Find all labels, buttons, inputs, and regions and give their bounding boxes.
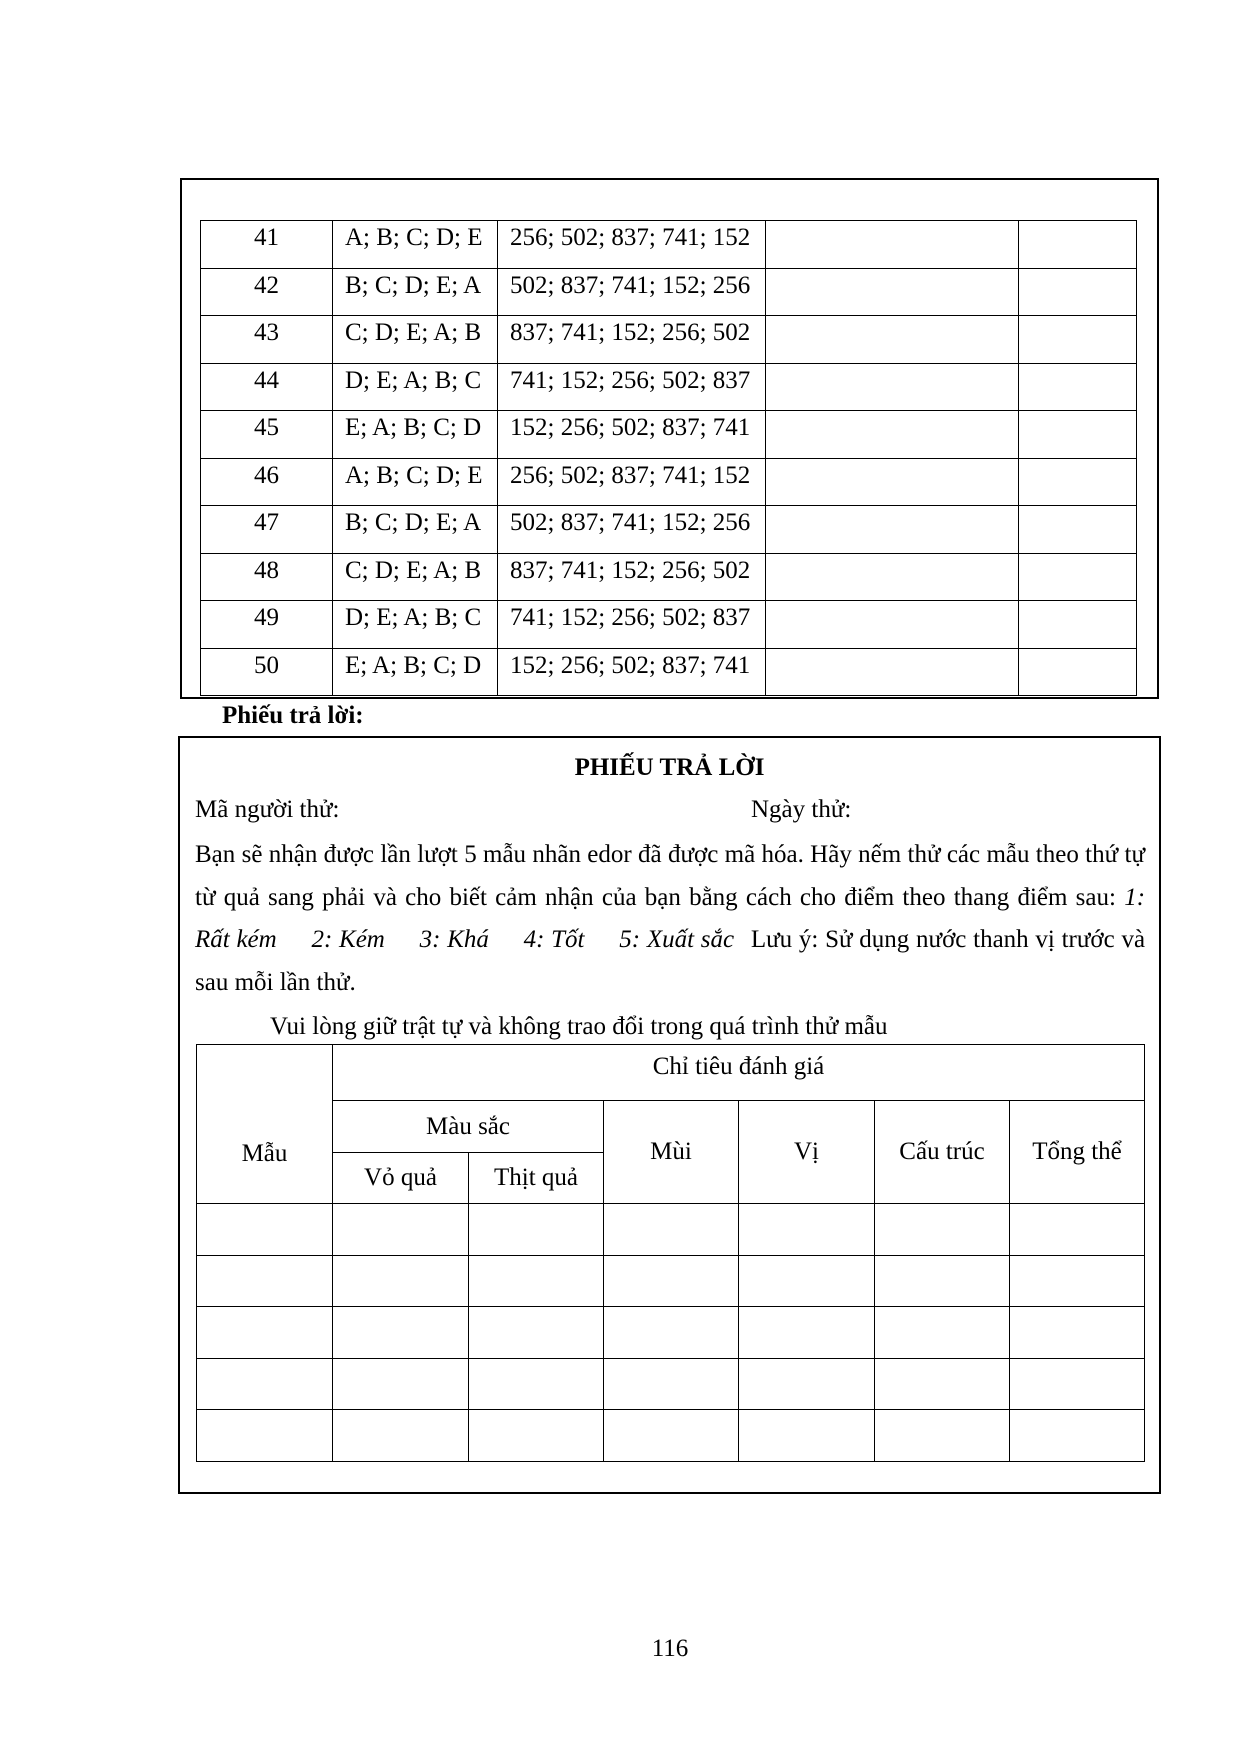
- sample-number-cell: 50: [201, 648, 333, 696]
- sample-number-cell: 46: [201, 458, 333, 506]
- blank-cell: [1019, 411, 1137, 459]
- sample-codes-cell: 502; 837; 741; 152; 256: [498, 268, 766, 316]
- blank-cell: [875, 1410, 1010, 1462]
- blank-cell: [766, 316, 1019, 364]
- sample-number-cell: 49: [201, 601, 333, 649]
- blank-score-row: [197, 1307, 1145, 1359]
- sample-row: [201, 221, 1137, 269]
- blank-cell: [739, 1410, 875, 1462]
- blank-cell: [766, 648, 1019, 696]
- blank-cell: [469, 1358, 604, 1410]
- blank-cell: [766, 458, 1019, 506]
- sample-row: [201, 363, 1137, 411]
- sample-codes-cell: 152; 256; 502; 837; 741: [498, 411, 766, 459]
- sample-row: [201, 268, 1137, 316]
- blank-cell: [1019, 221, 1137, 269]
- serving-order-cell: A; B; C; D; E: [333, 221, 498, 269]
- tester-code-label: Mã người thử:: [195, 796, 340, 823]
- sample-row: [201, 506, 1137, 554]
- page-number: 116: [651, 1635, 689, 1662]
- sample-row: [201, 553, 1137, 601]
- blank-cell: [766, 601, 1019, 649]
- serving-order-cell: D; E; A; B; C: [333, 363, 498, 411]
- blank-cell: [333, 1307, 469, 1359]
- sample-number-cell: 43: [201, 316, 333, 364]
- blank-cell: [604, 1410, 739, 1462]
- blank-cell: [197, 1255, 333, 1307]
- blank-cell: [469, 1307, 604, 1359]
- sample-codes-cell: 256; 502; 837; 741; 152: [498, 458, 766, 506]
- blank-cell: [604, 1358, 739, 1410]
- aroma-header: Mùi: [604, 1101, 739, 1204]
- blank-cell: [1019, 316, 1137, 364]
- blank-cell: [766, 268, 1019, 316]
- sample-row: [201, 458, 1137, 506]
- blank-cell: [766, 363, 1019, 411]
- sample-codes-cell: 837; 741; 152; 256; 502: [498, 553, 766, 601]
- serving-order-cell: E; A; B; C; D: [333, 648, 498, 696]
- blank-cell: [875, 1307, 1010, 1359]
- blank-cell: [1010, 1410, 1145, 1462]
- blank-cell: [1019, 268, 1137, 316]
- taste-header: Vị: [739, 1101, 875, 1204]
- sample-number-cell: 41: [201, 221, 333, 269]
- blank-score-row: [197, 1255, 1145, 1307]
- blank-cell: [1019, 506, 1137, 554]
- reminder-text: Vui lòng giữ trật tự và không trao đổi trong quá trình thử mẫu: [270, 1013, 888, 1040]
- blank-cell: [766, 221, 1019, 269]
- blank-cell: [1019, 648, 1137, 696]
- sample-number-cell: 45: [201, 411, 333, 459]
- blank-cell: [766, 411, 1019, 459]
- blank-cell: [875, 1204, 1010, 1256]
- instructions-note: Lưu ý: Sử dụng nước thanh vị trước và sau mỗi lần thử.: [195, 926, 1146, 996]
- sample-row: [201, 601, 1137, 649]
- sample-codes-cell: 502; 837; 741; 152; 256: [498, 506, 766, 554]
- sample-codes-cell: 152; 256; 502; 837; 741: [498, 648, 766, 696]
- texture-header: Cấu trúc: [875, 1101, 1010, 1204]
- blank-cell: [766, 553, 1019, 601]
- blank-cell: [469, 1204, 604, 1256]
- color-header: Màu sắc: [333, 1101, 604, 1153]
- blank-cell: [739, 1255, 875, 1307]
- answer-sheet-title: PHIẾU TRẢ LỜI: [574, 754, 765, 781]
- sample-codes-cell: 837; 741; 152; 256; 502: [498, 316, 766, 364]
- serving-order-cell: C; D; E; A; B: [333, 316, 498, 364]
- evaluation-table: [196, 1044, 1145, 1462]
- scale-item-1: 1: Rất kém: [195, 883, 1146, 953]
- serving-order-cell: C; D; E; A; B: [333, 553, 498, 601]
- blank-cell: [604, 1204, 739, 1256]
- blank-cell: [333, 1204, 469, 1256]
- blank-cell: [1019, 363, 1137, 411]
- serving-order-cell: D; E; A; B; C: [333, 601, 498, 649]
- blank-cell: [197, 1204, 333, 1256]
- blank-cell: [1010, 1307, 1145, 1359]
- sample-row: [201, 648, 1137, 696]
- blank-cell: [739, 1204, 875, 1256]
- sample-table-body: [201, 221, 1137, 696]
- sample-number-cell: 47: [201, 506, 333, 554]
- sample-row: [201, 316, 1137, 364]
- sample-codes-cell: 741; 152; 256; 502; 837: [498, 601, 766, 649]
- blank-cell: [739, 1307, 875, 1359]
- blank-cell: [604, 1307, 739, 1359]
- blank-cell: [766, 506, 1019, 554]
- blank-cell: [1010, 1255, 1145, 1307]
- blank-cell: [333, 1358, 469, 1410]
- blank-score-row: [197, 1358, 1145, 1410]
- blank-score-row: [197, 1410, 1145, 1462]
- scale-item-3: 3: Khá: [419, 926, 489, 953]
- scale-item-4: 4: Tốt: [523, 926, 585, 953]
- blank-cell: [197, 1307, 333, 1359]
- blank-cell: [469, 1410, 604, 1462]
- blank-cell: [739, 1358, 875, 1410]
- test-date-label: Ngày thử:: [751, 796, 852, 823]
- answer-sheet-section-label: Phiếu trả lời:: [222, 702, 364, 729]
- blank-cell: [604, 1255, 739, 1307]
- blank-cell: [469, 1255, 604, 1307]
- overall-header: Tổng thể: [1010, 1101, 1145, 1204]
- blank-score-row: [197, 1204, 1145, 1256]
- scale-item-5: 5: Xuất sắc: [619, 926, 735, 953]
- blank-cell: [1019, 601, 1137, 649]
- peel-header: Vỏ quả: [333, 1153, 469, 1204]
- sample-codes-cell: 256; 502; 837; 741; 152: [498, 221, 766, 269]
- blank-cell: [197, 1410, 333, 1462]
- sample-number-cell: 48: [201, 553, 333, 601]
- criteria-header: Chỉ tiêu đánh giá: [333, 1045, 1145, 1101]
- blank-cell: [333, 1410, 469, 1462]
- blank-cell: [1019, 458, 1137, 506]
- scale-item-2: 2: Kém: [311, 926, 385, 953]
- blank-cell: [1010, 1204, 1145, 1256]
- sample-row: [201, 411, 1137, 459]
- flesh-header: Thịt quả: [469, 1153, 604, 1204]
- instructions-intro: Bạn sẽ nhận được lần lượt 5 mẫu nhãn edor đã được mã hóa. Hãy nếm thử các mẫu theo thứ tự từ quả sang phải và cho biết cảm nhận của bạn bằng cách cho điểm theo thang điểm sau:: [195, 841, 1145, 911]
- instructions-paragraph: [195, 834, 1145, 1004]
- serving-order-cell: B; C; D; E; A: [333, 506, 498, 554]
- sample-number-cell: 42: [201, 268, 333, 316]
- blank-cell: [875, 1358, 1010, 1410]
- sample-codes-cell: 741; 152; 256; 502; 837: [498, 363, 766, 411]
- blank-cell: [333, 1255, 469, 1307]
- header-row-1: [197, 1045, 1145, 1101]
- blank-cell: [1010, 1358, 1145, 1410]
- sample-header: Mẫu: [197, 1045, 333, 1204]
- blank-cell: [197, 1358, 333, 1410]
- sample-number-cell: 44: [201, 363, 333, 411]
- serving-order-cell: E; A; B; C; D: [333, 411, 498, 459]
- blank-cell: [875, 1255, 1010, 1307]
- serving-order-cell: B; C; D; E; A: [333, 268, 498, 316]
- blank-cell: [1019, 553, 1137, 601]
- sample-serving-table: [200, 220, 1137, 696]
- header-row-2: [197, 1101, 1145, 1153]
- serving-order-cell: A; B; C; D; E: [333, 458, 498, 506]
